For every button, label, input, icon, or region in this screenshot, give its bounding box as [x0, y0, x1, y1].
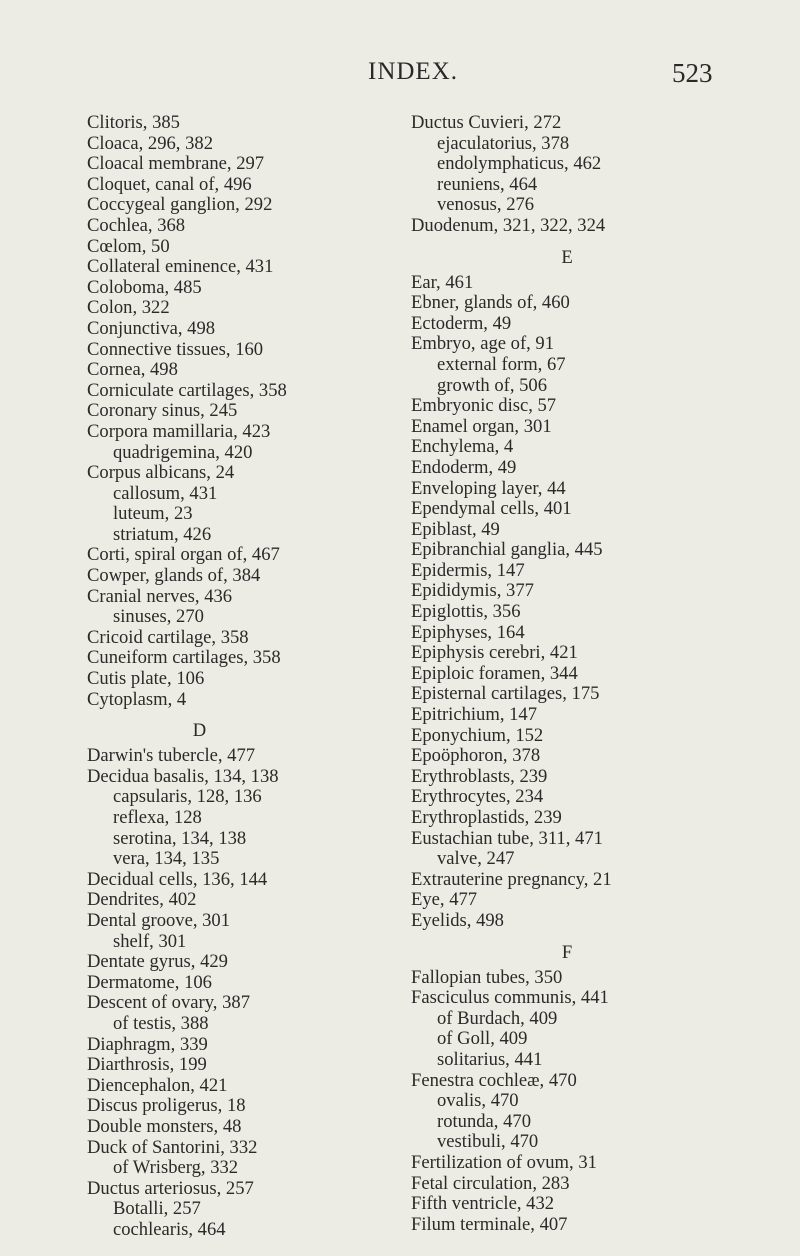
index-entry: Ependymal cells, 401	[411, 498, 572, 520]
index-entry: Fallopian tubes, 350	[411, 966, 563, 988]
index-entry: Epiphysis cerebri, 421	[411, 642, 578, 664]
index-entry: Epibranchial ganglia, 445	[411, 539, 603, 561]
index-entry: Enamel organ, 301	[411, 415, 552, 437]
index-entry: Cowper, glands of, 384	[87, 565, 261, 587]
index-entry: Eyelids, 498	[411, 909, 504, 931]
index-entry: Cochlea, 368	[87, 214, 186, 236]
index-entry: Fifth ventricle, 432	[411, 1193, 555, 1215]
index-entry: Cutis plate, 106	[87, 668, 205, 690]
index-entry: Corpora mamillaria, 423	[87, 420, 271, 442]
index-entry: Enchylema, 4	[411, 436, 514, 458]
index-entry: Ear, 461	[411, 271, 474, 293]
index-entry: Connective tissues, 160	[87, 338, 264, 360]
index-entry: Cornea, 498	[87, 359, 178, 381]
index-entry: Erythroblasts, 239	[411, 765, 548, 787]
index-entry: Eponychium, 152	[411, 724, 544, 746]
index-entry: Coloboma, 485	[87, 276, 202, 298]
index-entry: Corniculate cartilages, 358	[87, 379, 287, 401]
index-entry: Epiglottis, 356	[411, 601, 521, 623]
index-entry: Decidual cells, 136, 144	[87, 868, 268, 890]
index-subentry: of Goll, 409	[437, 1028, 528, 1050]
index-column-right	[411, 113, 791, 1235]
index-column-left	[87, 113, 407, 1240]
index-entry: Cloaca, 296, 382	[87, 132, 213, 154]
index-entry: Cuneiform cartilages, 358	[87, 647, 281, 669]
index-subentry: vestibuli, 470	[437, 1131, 539, 1153]
index-entry: Coronary sinus, 245	[87, 400, 238, 422]
index-entry: Diaphragm, 339	[87, 1033, 208, 1055]
index-entry: Epidermis, 147	[411, 559, 525, 581]
index-entry: Clitoris, 385	[87, 112, 180, 133]
index-entry: Diarthrosis, 199	[87, 1054, 207, 1076]
index-entry: Ebner, glands of, 460	[411, 292, 570, 314]
section-letter-d: D	[192, 720, 207, 742]
index-entry: Coccygeal ganglion, 292	[87, 194, 273, 216]
index-subentry: reuniens, 464	[437, 173, 538, 195]
index-subentry: valve, 247	[437, 848, 515, 870]
index-subentry: external form, 67	[437, 353, 566, 375]
index-entry: Cricoid cartilage, 358	[87, 626, 249, 648]
index-subentry: Botalli, 257	[113, 1198, 201, 1220]
index-entry: Epoöphoron, 378	[411, 745, 541, 767]
index-entry: Epiblast, 49	[411, 518, 500, 540]
index-entry: Ductus Cuvieri, 272	[411, 112, 562, 133]
index-subentry: solitarius, 441	[437, 1048, 543, 1070]
index-subentry: serotina, 134, 138	[113, 827, 247, 849]
index-entry: Embryonic disc, 57	[411, 395, 557, 417]
page-header	[0, 58, 800, 98]
index-entry: Eye, 477	[411, 889, 478, 911]
index-entry: Erythroplastids, 239	[411, 807, 562, 828]
index-subentry: of Burdach, 409	[437, 1007, 558, 1029]
index-entry: Cloacal membrane, 297	[87, 153, 265, 175]
index-entry: Epididymis, 377	[411, 580, 534, 602]
index-subentry: endolymphaticus, 462	[437, 153, 602, 175]
index-entry: Cœlom, 50	[87, 235, 170, 257]
index-entry: Fertilization of ovum, 31	[411, 1151, 597, 1173]
entry-group-d	[87, 746, 407, 1240]
index-entry: Embryo, age of, 91	[411, 333, 555, 355]
entry-group-f	[411, 968, 791, 1236]
entry-group-c	[87, 113, 407, 710]
index-subentry: callosum, 431	[113, 482, 218, 504]
index-entry: Episternal cartilages, 175	[411, 683, 600, 705]
index-entry: Discus proligerus, 18	[87, 1095, 246, 1117]
index-entry: Ductus arteriosus, 257	[87, 1177, 254, 1199]
index-entry: Dental groove, 301	[87, 909, 231, 931]
index-subentry: shelf, 301	[113, 930, 187, 952]
index-entry: Cloquet, canal of, 496	[87, 173, 252, 195]
index-entry: Ectoderm, 49	[411, 312, 512, 334]
index-entry: Epiphyses, 164	[411, 621, 525, 643]
index-entry: Cytoplasm, 4	[87, 688, 187, 710]
index-entry: Decidua basalis, 134, 138	[87, 765, 279, 787]
page-title: INDEX.	[368, 58, 459, 85]
index-entry: Eustachian tube, 311, 471	[411, 827, 603, 849]
index-entry: Dendrites, 402	[87, 889, 197, 911]
index-entry: Corti, spiral organ of, 467	[87, 544, 280, 566]
index-entry: Dermatome, 106	[87, 971, 212, 993]
section-letter-e: E	[561, 246, 573, 268]
index-entry: Colon, 322	[87, 297, 170, 319]
index-entry: Dentate gyrus, 429	[87, 951, 228, 973]
index-entry: Duodenum, 321, 322, 324	[411, 214, 606, 236]
index-entry: Epitrichium, 147	[411, 704, 538, 726]
index-entry: Fetal circulation, 283	[411, 1172, 570, 1194]
index-subentry: capsularis, 128, 136	[113, 786, 262, 808]
entry-group-d-cont	[411, 113, 791, 237]
index-entry: Collateral eminence, 431	[87, 256, 274, 278]
index-subentry: of testis, 388	[113, 1012, 209, 1034]
index-entry: Epiploic foramen, 344	[411, 662, 578, 684]
index-subentry: ovalis, 470	[437, 1090, 519, 1112]
index-subentry: ejaculatorius, 378	[437, 132, 570, 154]
entry-group-e	[411, 273, 791, 932]
index-subentry: sinuses, 270	[113, 606, 204, 628]
index-entry: Fenestra cochleæ, 470	[411, 1069, 577, 1091]
index-entry: Cranial nerves, 436	[87, 585, 233, 607]
index-subentry: luteum, 23	[113, 503, 193, 525]
index-entry: Endoderm, 49	[411, 456, 517, 478]
index-entry: Darwin's tubercle, 477	[87, 745, 256, 767]
index-entry: Enveloping layer, 44	[411, 477, 566, 499]
index-entry: Duck of Santorini, 332	[87, 1136, 258, 1158]
index-entry: Conjunctiva, 498	[87, 317, 216, 339]
index-entry: Fasciculus communis, 441	[411, 987, 609, 1009]
index-entry: Descent of ovary, 387	[87, 992, 250, 1014]
index-subentry: rotunda, 470	[437, 1110, 531, 1132]
index-entry: Extrauterine pregnancy, 21	[411, 868, 612, 890]
index-entry: Double monsters, 48	[87, 1115, 242, 1137]
page-number: 523	[672, 58, 713, 88]
index-subentry: quadrigemina, 420	[113, 441, 253, 463]
index-entry: Diencephalon, 421	[87, 1074, 228, 1096]
index-entry: Erythrocytes, 234	[411, 786, 544, 808]
index-entry: Filum terminale, 407	[411, 1213, 568, 1235]
index-subentry: growth of, 506	[437, 374, 548, 396]
index-subentry: vera, 134, 135	[113, 848, 220, 870]
index-subentry: venosus, 276	[437, 194, 535, 216]
index-subentry: reflexa, 128	[113, 807, 202, 828]
index-subentry: cochlearis, 464	[113, 1218, 226, 1240]
index-entry: Corpus albicans, 24	[87, 462, 235, 484]
index-subentry: of Wrisberg, 332	[113, 1157, 239, 1179]
index-subentry: striatum, 426	[113, 523, 212, 545]
section-letter-f: F	[561, 941, 573, 963]
